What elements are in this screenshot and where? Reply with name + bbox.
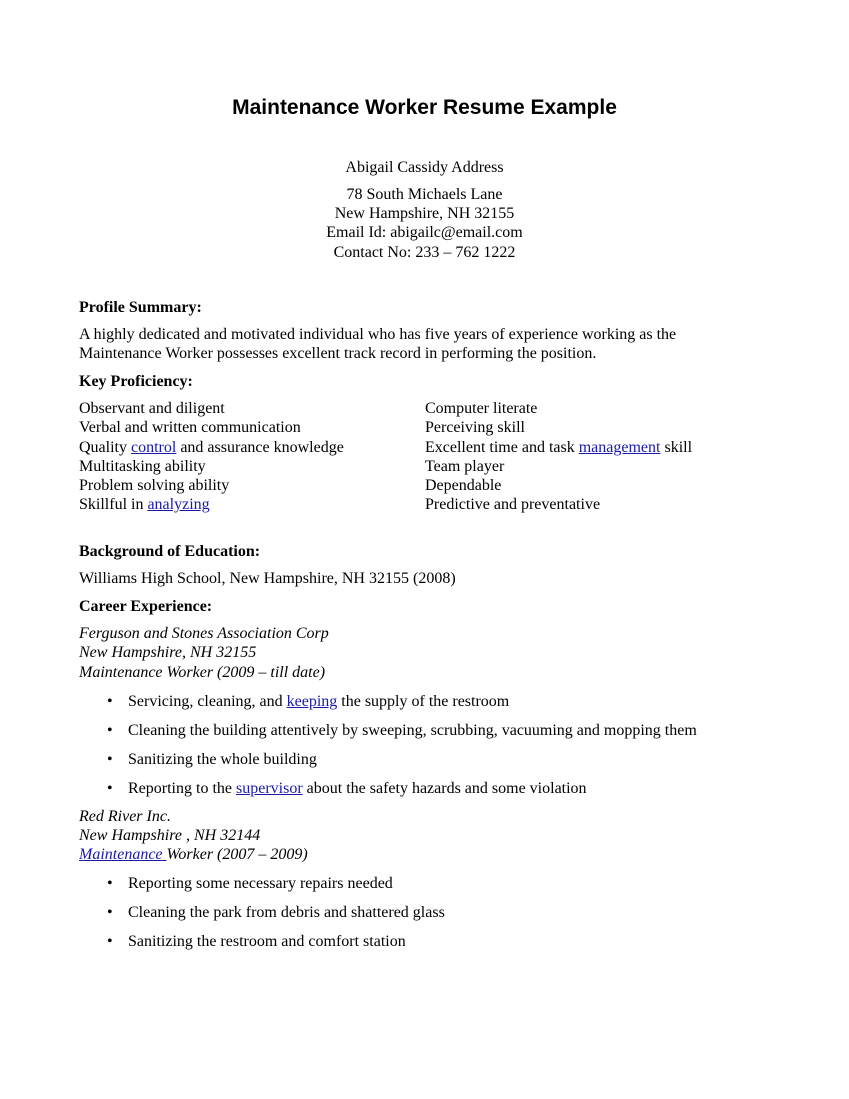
proficiency-item (425, 438, 692, 457)
proficiency-item: Problem solving ability (79, 477, 230, 494)
proficiency-item: Verbal and written communication (79, 419, 301, 436)
contact-phone: Contact No: 233 – 762 1222 (333, 244, 516, 261)
proficiency-item: Predictive and preventative (425, 496, 601, 513)
job2-duty: Reporting some necessary repairs needed (128, 875, 393, 892)
management-link[interactable]: management (578, 439, 661, 456)
bullet-icon: • (107, 693, 113, 710)
job1-role: Maintenance Worker (2009 – till date) (79, 664, 326, 681)
duty-text: Reporting to the (128, 780, 236, 797)
duty-text: about the safety hazards and some violation (302, 780, 587, 797)
proficiency-text: skill (660, 439, 693, 456)
job1-location: New Hampshire, NH 32155 (79, 644, 257, 661)
job2-company: Red River Inc. (79, 808, 171, 825)
analyzing-link[interactable]: analyzing (147, 496, 210, 513)
proficiency-text: and assurance knowledge (176, 439, 344, 456)
duty-text: the supply of the restroom (337, 693, 510, 710)
education-heading: Background of Education: (79, 543, 261, 560)
bullet-icon: • (107, 780, 113, 797)
job1-duty: Cleaning the building attentively by sweeping, scrubbing, vacuuming and mopping them (128, 722, 697, 739)
proficiency-item: Team player (425, 458, 505, 475)
proficiency-item (79, 438, 344, 457)
duty-text: Servicing, cleaning, and (128, 693, 287, 710)
control-link[interactable]: control (131, 439, 177, 456)
job2-duty: Sanitizing the restroom and comfort station (128, 933, 406, 950)
job1-duty: Sanitizing the whole building (128, 751, 317, 768)
contact-name: Abigail Cassidy Address (345, 159, 504, 176)
bullet-icon: • (107, 933, 113, 950)
supervisor-link[interactable]: supervisor (235, 780, 303, 797)
bullet-icon: • (107, 722, 113, 739)
proficiency-text: Quality (79, 439, 131, 456)
bullet-icon: • (107, 751, 113, 768)
contact-email: Email Id: abigailc@email.com (326, 224, 523, 241)
bullet-icon: • (107, 904, 113, 921)
contact-city: New Hampshire, NH 32155 (334, 205, 515, 222)
proficiency-item: Dependable (425, 477, 502, 494)
job2-role (79, 845, 308, 864)
job1-duty (128, 779, 587, 798)
maintenance-link[interactable]: Maintenance (79, 846, 167, 863)
job2-role-text: Worker (2007 – 2009) (166, 846, 308, 863)
bullet-icon: • (107, 875, 113, 892)
job2-location: New Hampshire , NH 32144 (79, 827, 261, 844)
education-line: Williams High School, New Hampshire, NH 32155 (2008) (79, 570, 456, 587)
career-heading: Career Experience: (79, 598, 213, 615)
proficiency-item: Computer literate (425, 400, 538, 417)
proficiency-text: Skillful in (79, 496, 148, 513)
job1-company: Ferguson and Stones Association Corp (79, 625, 329, 642)
proficiency-text: Excellent time and task (425, 439, 579, 456)
proficiency-item: Multitasking ability (79, 458, 206, 475)
proficiency-heading: Key Proficiency: (79, 373, 193, 390)
proficiency-item: Perceiving skill (425, 419, 525, 436)
profile-heading: Profile Summary: (79, 299, 202, 316)
proficiency-item: Observant and diligent (79, 400, 225, 417)
contact-street: 78 South Michaels Lane (346, 186, 503, 203)
profile-line-1: A highly dedicated and motivated individual who has five years of experience working as the (79, 326, 677, 343)
page-title: Maintenance Worker Resume Example (232, 96, 617, 119)
proficiency-item (79, 495, 210, 514)
profile-line-2: Maintenance Worker possesses excellent track record in performing the position. (79, 345, 597, 362)
keeping-link[interactable]: keeping (286, 693, 338, 710)
job2-duty: Cleaning the park from debris and shattered glass (128, 904, 445, 921)
job1-duty (128, 692, 509, 711)
